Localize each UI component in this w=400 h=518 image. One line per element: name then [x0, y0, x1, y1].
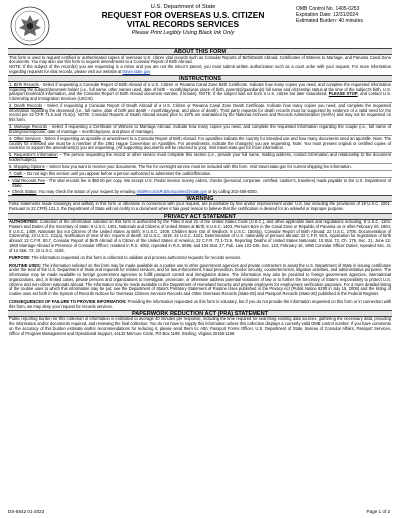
warning-heading: WARNING — [8, 195, 392, 202]
other-services-text: - Select if requesting an apostille or amendment to a Consular Report of Birth Abroad. For apostilles indicate the country for intended use and how many documents need an apostille. Note: The country for intended use must be a member of the 1961 Hague Convention on Apostilles. For amendments, indicate the change(s) you are requesting. Note: You must present original or certified copies of evidence to support the amendment(s) you are requesting. (All supporting documents will be returned to you). Visit travel.state.gov for more information. — [9, 135, 391, 151]
about-paragraph — [8, 55, 392, 75]
instruction-birth-records — [8, 82, 392, 103]
birth-records-label: 1. Birth Records — [9, 81, 39, 87]
authorities-text: Collection of the information solicited on this form is authorized by the Titles 8 and 22 of the United States Code (U.S.C.), and other applicable laws and regulations including, 8 U.S.C. 1104, Powers and Duties of the Secretary of State; 8 U.S.C. 1401, Nationals and Citizens of United States at Birth; 8 U.S.C. 1403, Persons Born in the Canal Zone or Republic of Panama on or after February 26, 1904; 8 U.S.C. 1408, Nationals but not Citizens of the United States at Birth; 8 U.S.C. 1409, Children Born Out of Wedlock; 8 U.S.C. 1504(a), Consular Report of Birth Abroad; 22 U.S.C. 2705, Documentation of Citizenship; 22 U.S.C. 211(a), Notification of next of kin; reports of death; 22 U.S.C. 4215; 22 U.S.C. 4221; Determination of U.S. nationality of persons abroad; 22 C.F.R. 50.5, Application for registration of birth abroad; 22 C.F.R. 50.7, Consular Report of Birth Abroad of a Citizen of the United States of America; 22 C.F.R. 72.1-72.6, Reporting Deaths of United States Nationals; 10 Stat. 72, Ch. 179, Sec. 21, June 22, 1860 Marriage Abroad in Presence of Consular Officer; restated in R.S. 4082, repealed in R.S. 5596; and 104 Stat. 27, Pub. Law 101-246, Sec. 123, February 16, 1990 Consular Officer Duties; repealed Sec. 31 of 12 Stat. 72; 22 U.S.C. 4192. — [9, 219, 391, 253]
instruction-other-services — [8, 136, 392, 152]
form-title-line-1: REQUEST FOR OVERSEAS U.S. CITIZEN — [101, 10, 265, 20]
pra-heading: PAPERWORK REDUCTION ACT (PRA) STATEMENT — [8, 310, 392, 317]
check-status-end: or by calling 202-485-8300. — [207, 188, 258, 194]
death-records-label: 2. Death Records — [9, 102, 43, 108]
bullet-icon: • — [8, 177, 10, 183]
estimated-burden: Estimated Burden: 40 minutes — [296, 18, 363, 25]
expiration-date: Expiration Date: 12/31/2024 — [296, 12, 358, 19]
bullet-icon: • — [8, 188, 10, 194]
birth-records-text: - Select if requesting a Consular Report of Birth Abroad of a U.S. Citizen or Panama Canal Zone Birth Certificate. Indicate how many copies you need, and complete the requested information regarding the subject/document holder (i.e., full name, other names used, date of birth – month/day/year, place of birth, parent(s)/guardian(s) full name and citizenship status at the time of the subject's birth, U.S. passport book/card information, and the Consular Report of Birth Abroad document number, if known). NOTE: If the subject was not born a U.S. citizen but later naturalized, — [9, 81, 391, 97]
routine-uses-text: The information solicited on this form may be made available as a routine use to other government agencies and private contractors to assist the U.S. Department of State in issuing certificates under the Seal of the U.S. Department of State and requests for related services, and for law enforcement, fraud prevention, border security, counterterrorism, litigation activities, and administrative purposes. The information may be made available to foreign government agencies to fulfill passport control and immigration duties. The information may also be provided to foreign government agencies, international organizations, and, in limited cases, private persons and organizations to investigate, prosecute, or otherwise address potential violations of law or to further the Secretary of State's responsibility to protect U.S. citizens and non-citizen nationals abroad. The information may be made available to the Department of Homeland Security and private employers for employment verification purposes. For a more detailed listing of the routine uses to which this information may be put, see the Department of State's Prefatory Statement of Routine Uses published in the Privacy Act (Public Notice 6290 in July 15, 2008) and the listing of routine uses set forth in the System of Records Notices for Overseas Citizens Services Records and Other Overseas Records (State-05) and Passport Records (State-26) published in the Federal Register. — [9, 262, 391, 297]
about-note-end: . — [150, 68, 152, 74]
birth-records-end: , and contact U.S. Citizenship and Immigration Services (USCIS). — [9, 91, 392, 102]
marriage-records-text: - Select if requesting a Certificate of Witness to Marriage Abroad, indicate how many copies you need, and complete the requested information regarding the couple (i.e., full name of bride/groom/spouse, date of marriage – month/day/year, and place of marriage). — [9, 124, 391, 134]
consequences-label: CONSEQUENCES OF FAILURE TO PROVIDE INFORMATION: — [9, 298, 127, 304]
vital-records-fee-bullet — [8, 178, 392, 189]
privacy-routine-uses — [8, 263, 392, 297]
shipping-options-label: 6. Shipping Options — [9, 163, 45, 169]
please-stop-text: PLEASE STOP — [328, 91, 358, 97]
death-records-text: - Select if requesting a Consular Report of Death Abroad of a U.S. Citizen or Panama Canal Zone Death Certificate. Indicate how many copies you need, and complete the requested information regarding the deceased (i.e., full name, date of birth and death – month/day/year, and place of death). Third party requests for death records must be supported by evidence of a valid need for the record per 22 CFR 71.5 and 72.6(c). NOTE: Consular Reports of Death Abroad issued prior to 1975 are maintained by the National Archives and Records Administration (NARA) and may not be requested on this form. — [9, 102, 392, 123]
department-seal-icon — [10, 6, 50, 46]
check-status-text: : You may check the status of your request by emailing — [36, 188, 137, 194]
about-text: This form is used to request certified or authenticated copies of overseas U.S. citizen vital records such as Consular Reports of Birth/Death Abroad, Certificates of Witness to Marriage, and Panama Canal Zone documents. You may also use this form to request amendments to a Consular Report of Birth Abroad. — [9, 54, 391, 65]
form-page — [8, 4, 392, 514]
department-name: U.S. Department of State — [150, 4, 216, 10]
omb-control-number: OMB Control No. 1405-0253 — [296, 6, 360, 12]
routine-uses-label: ROUTINE USES: — [9, 262, 42, 268]
form-number: DS-5542 01-2023 — [8, 509, 45, 514]
purpose-label: PURPOSE: — [9, 255, 31, 261]
page-footer — [8, 506, 392, 514]
page-number: Page 1 of 2 — [366, 509, 390, 514]
about-note-label: NOTE: — [9, 64, 22, 70]
purpose-text: The information requested on this form is collected to validate and process authorized requests for records services. — [30, 255, 242, 261]
about-note-text: If the subject of the record(s) you are requesting is a minor and you are not the minor's parent, you must submit written authorization such as a court order with your request. For more information regarding requests for vital records, please visit our website at — [9, 64, 391, 74]
privacy-heading: PRIVACY ACT STATEMENT — [8, 213, 392, 220]
instruction-marriage-records — [8, 125, 392, 137]
privacy-authorities — [8, 220, 392, 254]
other-services-label: 4. Other Services — [9, 135, 41, 141]
oath-label: 7. Oath — [9, 170, 23, 176]
vital-records-email-link[interactable]: VitalRecordsPublicInquiries@state.gov — [136, 188, 208, 194]
form-header — [8, 4, 392, 48]
omb-info — [296, 6, 390, 25]
oath-text: – Do not sign this section until you appear before a person authorized to administer the oath/affirmation. — [22, 170, 212, 176]
requestor-info-label: 5. Requestor's Information — [9, 152, 58, 158]
warning-text: False statements made knowingly and willfully in this form or otherwise in connection with your request, are punishable by fine and/or imprisonment under U.S. law including the provisions of 18 U.S.C. 1001. Pursuant to 22 CFR§ 131.2, the Department of State will not certify to a document when it has good reason to believe that the certification is desired for an unlawful or improper purpose. — [9, 201, 391, 212]
travel-state-link[interactable]: travel.state.gov — [122, 68, 151, 74]
ink-instruction: Please Print Legibly Using Black Ink Only — [131, 29, 235, 36]
shipping-options-text: – Select how you want to receive your documents. The fee for overnight service must be included with this form. Visit travel.state.gov for current shipping fee information. — [44, 163, 352, 169]
pra-text: Public reporting burden for this collection of information is estimated to average 40 minutes per response, including the time required for searching existing data sources, gathering the necessary data, providing the information and/or documents required, and reviewing the final collection. You do not have to supply this information unless this collection displays a currently valid OMB control number. If you have comments on the accuracy of this burden estimate and/or recommendations for reducing it, please send them to: Attn: Passport Forms Officer, U.S. Department of State, Bureau of Consular Affairs, Passport Services, Office of Program Management and Operational Support, 44132 Mercure Circle, PO Box 1199, Sterling, Virginia 20166-1199. — [9, 316, 391, 336]
instructions-heading: INSTRUCTIONS — [8, 75, 392, 82]
authorities-label: AUTHORITIES: — [9, 219, 39, 225]
privacy-consequences — [8, 299, 392, 310]
instruction-requestor-info — [8, 153, 392, 165]
marriage-records-label: 3. Marriage Records — [9, 124, 48, 130]
fee-label: Vital Records Fee — [12, 177, 45, 183]
requestor-info-text: – The person requesting the record or other service must complete this section (i.e., provide your full name, mailing address, contact information and relationship to the document holder/subject). — [9, 152, 391, 163]
form-title-line-2: VITAL RECORDS SERVICES — [126, 19, 240, 30]
consequences-text: Providing the information requested on this form is voluntary, but if you do not provide the information requested on this form or in connection with this form, we may deny your request for records services. — [9, 298, 392, 309]
fee-text: - The vital records fee is $50.00 per copy. We accept U.S. Postal Service money orders, checks (personal, corporate, certified, cashier's, travelers) made payable to the U.S. Department of State. — [12, 177, 391, 188]
instruction-death-records — [8, 103, 392, 124]
title-block — [78, 4, 288, 37]
about-heading: ABOUT THIS FORM — [8, 48, 392, 55]
check-status-label: Check Status — [12, 188, 37, 194]
